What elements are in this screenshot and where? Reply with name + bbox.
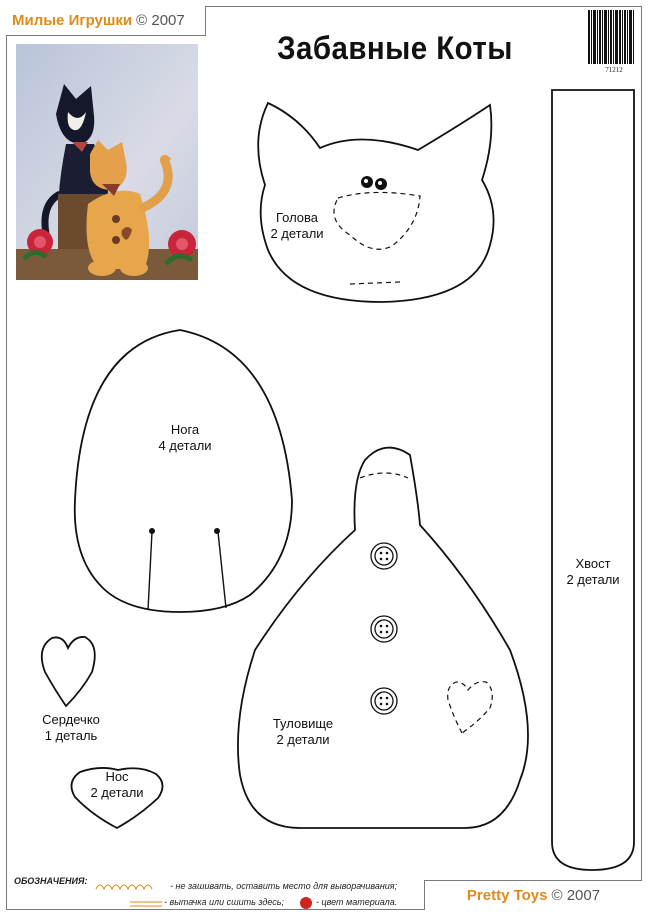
body-buttons [371, 543, 397, 714]
barcode-number: 71212 [605, 66, 623, 74]
head-mouth-dart [334, 192, 420, 249]
head-label: Голова 2 детали [270, 210, 324, 241]
leg-label: Нога 4 детали [158, 422, 212, 453]
head-eyes [361, 176, 387, 190]
brand-footer [424, 880, 642, 910]
brand-name: Милые Игрушки [12, 12, 133, 29]
tail-label: Хвост 2 детали [566, 556, 620, 587]
leg-outline [75, 330, 292, 612]
legend-dart: - вытачка или сшить здесь; [164, 897, 285, 907]
body-neck-opening [360, 473, 408, 478]
legend-color: - цвет материала. [316, 897, 398, 907]
body-heart-applique [448, 682, 493, 733]
legend-no-sew: - не зашивать, оставить место для выворачивания; [170, 881, 398, 891]
body-label: Туловище 2 детали [272, 716, 334, 747]
heart-label: Сердечко 1 деталь [42, 712, 100, 743]
legend-stitch-icon [96, 885, 152, 889]
brand-year: © 2007 [136, 12, 185, 29]
heart-outline [42, 637, 95, 706]
nose-label: Нос 2 детали [90, 769, 144, 800]
legend [14, 876, 88, 886]
tail-outline [552, 90, 634, 870]
legend-title: ОБОЗНАЧЕНИЯ: [14, 876, 88, 886]
legend-color-icon [300, 897, 312, 909]
head-opening [350, 282, 400, 284]
legend-dart-icon [130, 902, 162, 906]
footer-brand-year: © 2007 [551, 887, 601, 904]
footer-brand-name: Pretty Toys [466, 887, 548, 904]
page-title: Забавные Коты [277, 30, 513, 66]
head-outline [258, 103, 493, 302]
